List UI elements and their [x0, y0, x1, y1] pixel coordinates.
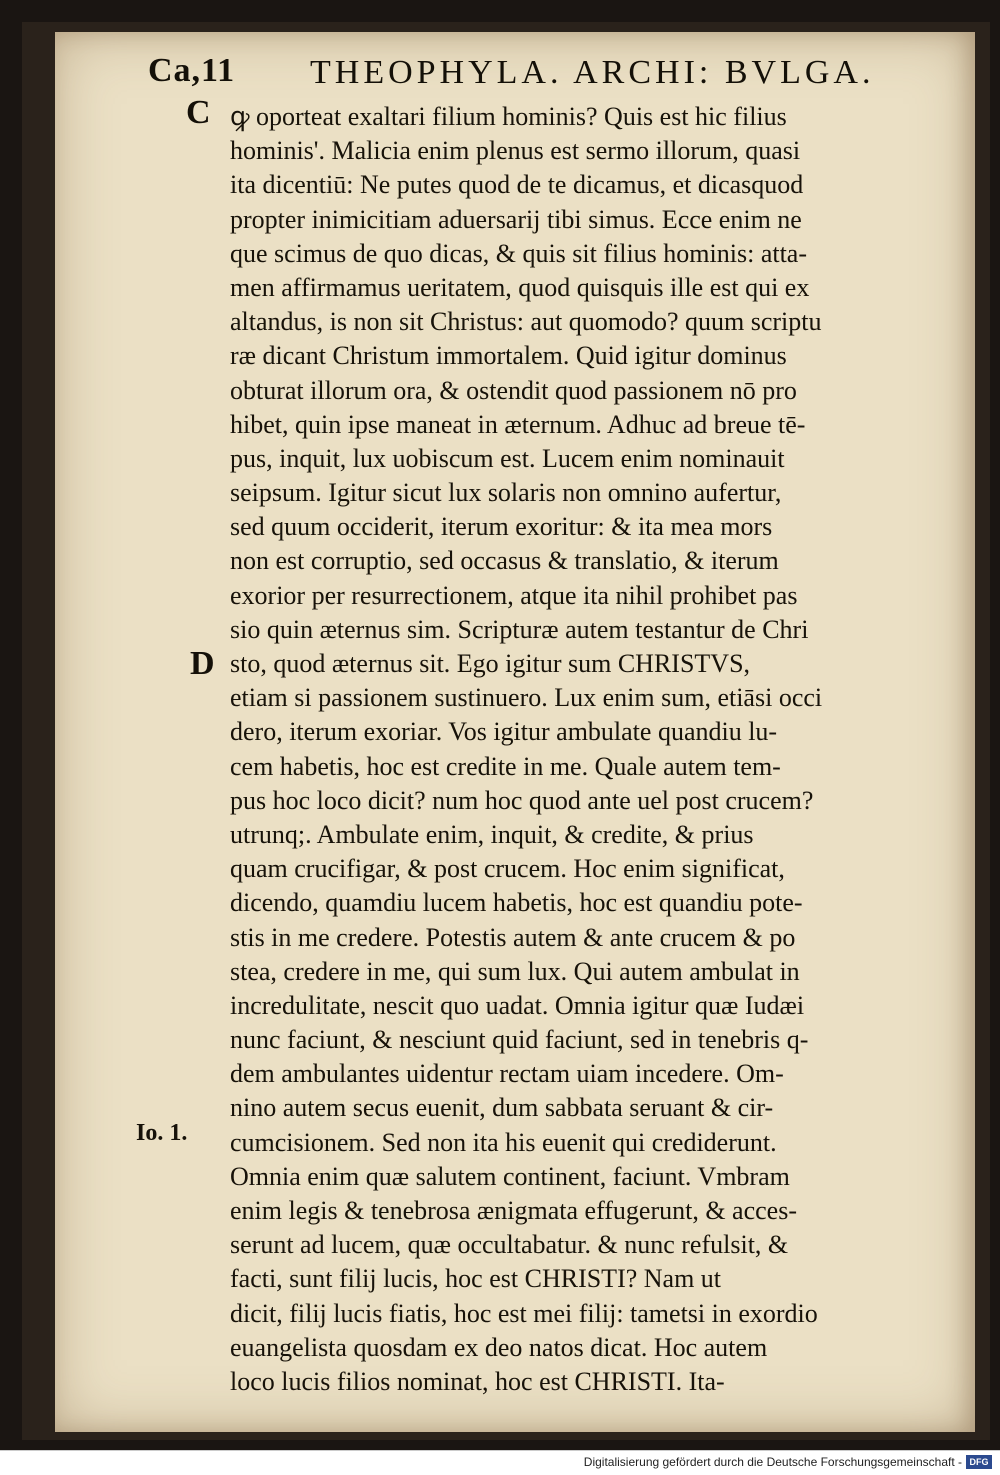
text-line: nunc faciunt, & nesciunt quid faciunt, sed in tenebris q- [230, 1025, 809, 1055]
chapter-reference: Ca,11 [148, 52, 236, 89]
text-line: pus, inquit, lux uobiscum est. Lucem enim nominauit [230, 443, 785, 473]
text-line: dero, iterum exoriar. Vos igitur ambulate quandiu lu- [230, 717, 778, 747]
running-title: THEOPHYLA. ARCHI: BVLGA. [310, 54, 875, 91]
text-line: sto, quod æternus sit. Ego igitur sum CHRISTVS, [230, 649, 751, 678]
text-line: altandus, is non sit Christus: aut quomodo? quum scriptu [230, 307, 822, 337]
dfg-logo-icon: DFG [966, 1455, 992, 1469]
text-line: loco lucis filios nominat, hoc est CHRISTI. Ita- [230, 1366, 725, 1396]
text-line: non est corruptio, sed occasus & translatio, & iterum [230, 546, 779, 576]
text-line: dem ambulantes uidentur rectam uiam incedere. Om- [230, 1059, 784, 1089]
text-line: hibet, quin ipse maneat in æternum. Adhuc ad breue tē- [230, 409, 806, 439]
text-line: dicendo, quamdiu lucem habetis, hoc est quandiu pote- [230, 888, 803, 918]
text-line: serunt ad lucem, quæ occultabatur. & nunc refulsit, & [230, 1230, 789, 1260]
text-line: ræ dicant Christum immortalem. Quid igitur dominus [230, 341, 787, 371]
text-line: cumcisionem. Sed non ita his euenit qui crediderunt. [230, 1127, 777, 1157]
text-line: men affirmamus ueritatem, quod quisquis ille est qui ex [230, 272, 810, 302]
text-line: propter inimicitiam aduersarij tibi simus. Ecce enim ne [230, 204, 802, 234]
text-line: ita dicentiū: Ne putes quod de te dicamus, et dicasquod [230, 170, 804, 200]
text-line: quam crucifigar, & post crucem. Hoc enim significat, [230, 854, 785, 884]
text-line: euangelista quosdam ex deo natos dicat. Hoc autem [230, 1332, 768, 1362]
funding-credit: Digitalisierung gefördert durch die Deutsche Forschungsgemeinschaft - [583, 1455, 962, 1469]
text-line: seipsum. Igitur sicut lux solaris non omnino aufertur, [230, 478, 782, 508]
section-marker-c: C [186, 94, 211, 131]
text-line: enim legis & tenebrosa ænigmata effugerunt, & acces- [230, 1196, 797, 1225]
running-header [148, 52, 928, 102]
text-line: Omnia enim quæ salutem continent, faciunt. Vmbram [230, 1161, 790, 1191]
text-line: sed quum occiderit, iterum exoritur: & ita mea mors [230, 512, 773, 542]
text-line: stis in me credere. Potestis autem & ante crucem & po [230, 922, 796, 952]
text-line: dicit, filij lucis fiatis, hoc est mei filij: tametsi in exordio [230, 1298, 818, 1328]
text-line: utrunq;. Ambulate enim, inquit, & credite, & prius [230, 819, 754, 849]
margin-reference: Io. 1. [136, 1120, 188, 1146]
text-line: obturat illorum ora, & ostendit quod passionem nō pro [230, 375, 797, 405]
footer-bar [0, 1450, 1000, 1475]
text-line: incredulitate, nescit quo uadat. Omnia igitur quæ Iudæi [230, 990, 805, 1020]
body-text [230, 100, 930, 1399]
text-line: etiam si passionem sustinuero. Lux enim sum, etiāsi occi [230, 683, 823, 713]
text-line: stea, credere in me, qui sum lux. Qui autem ambulat in [230, 956, 800, 986]
text-line: hominis'. Malicia enim plenus est sermo illorum, quasi [230, 136, 801, 166]
text-line: nino autem secus euenit, dum sabbata seruant & cir- [230, 1093, 774, 1123]
text-line: sio quin æternus sim. Scripturæ autem testantur de Chri [230, 614, 809, 644]
text-line: exorior per resurrectionem, atque ita nihil prohibet pas [230, 580, 798, 610]
text-line: pus hoc loco dicit? num hoc quod ante uel post crucem? [230, 785, 814, 815]
text-line: facti, sunt filij lucis, hoc est CHRISTI? Nam ut [230, 1264, 722, 1294]
section-marker-d: D [190, 645, 215, 682]
text-line: que scimus de quo dicas, & quis sit filius hominis: atta- [230, 238, 808, 268]
text-line: ꝙ oporteat exaltari filium hominis? Quis est hic filius [230, 102, 787, 131]
text-line: cem habetis, hoc est credite in me. Quale autem tem- [230, 751, 781, 781]
